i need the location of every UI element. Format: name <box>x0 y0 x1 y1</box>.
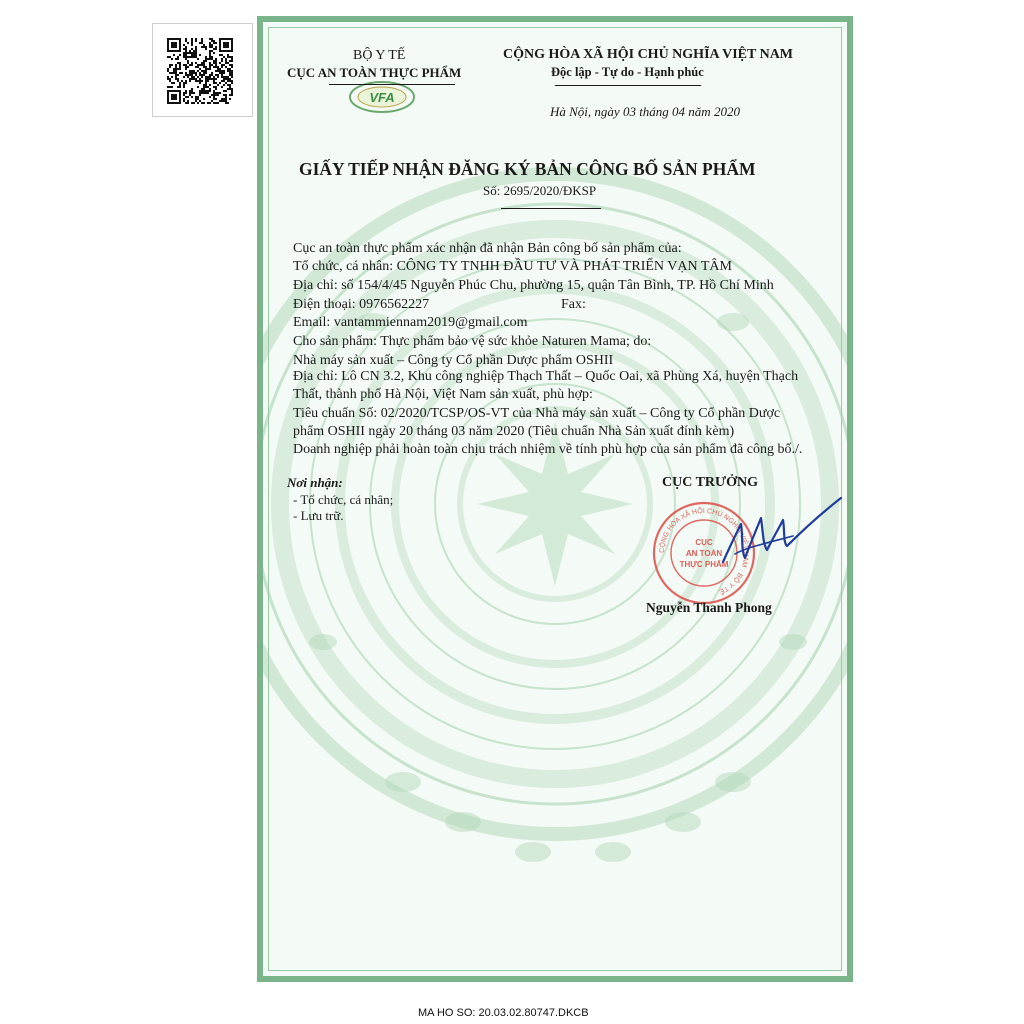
body-line: Địa chỉ: số 154/4/45 Nguyễn Phúc Chu, phường 15, quận Tân Bình, TP. Hồ Chí Minh <box>293 278 774 293</box>
body-line: Địa chỉ: Lô CN 3.2, Khu công nghiệp Thạch Thất – Quốc Oai, xã Phùng Xá, huyện Thạch <box>293 369 799 384</box>
fax-label: Fax: <box>561 297 586 312</box>
svg-text:CỘNG HÒA XÃ HỘI CHỦ NGHĨA VIỆT: CỘNG HÒA XÃ HỘI CHỦ NGHĨA VIỆT NAM · BỘ Y TẾ <box>658 507 750 595</box>
certificate-document <box>257 16 853 982</box>
title-rule <box>501 208 601 209</box>
recipient-item: - Lưu trữ. <box>293 508 344 523</box>
signer-role: CỤC TRƯỞNG <box>662 475 759 490</box>
body-line: Tiêu chuẩn Số: 02/2020/TCSP/OS-VT của Nhà máy sản xuất – Công ty Cổ phần Dược <box>293 406 781 421</box>
document-title: GIẤY TIẾP NHẬN ĐĂNG KÝ BẢN CÔNG BỐ SẢN PHẨM <box>299 159 756 179</box>
issue-date: Hà Nội, ngày 03 tháng 04 năm 2020 <box>550 104 740 119</box>
dossier-code: MA HO SO: 20.03.02.80747.DKCB <box>418 1007 589 1019</box>
body-line: phẩm OSHII ngày 20 tháng 03 năm 2020 (Tiêu chuẩn Nhà Sản xuất đính kèm) <box>293 424 735 439</box>
svg-text:AN TOÀN: AN TOÀN <box>685 549 723 558</box>
ministry-name: BỘ Y TẾ <box>353 48 406 63</box>
handwritten-signature <box>683 484 843 574</box>
body-line: Cục an toàn thực phẩm xác nhận đã nhận Bản công bố sản phẩm của: <box>293 241 682 256</box>
svg-text:CỤC: CỤC <box>695 538 713 547</box>
svg-text:THỰC PHẨM: THỰC PHẨM <box>679 560 729 569</box>
header-left-rule <box>329 84 455 85</box>
vfa-logo <box>347 80 417 114</box>
body-line: Tổ chức, cá nhân: CÔNG TY TNHH ĐẦU TƯ VÀ PHÁT TRIỂN VẠN TÂM <box>293 259 732 274</box>
signer-name: Nguyễn Thanh Phong <box>646 600 772 615</box>
document-number: Số: 2695/2020/ĐKSP <box>483 183 597 198</box>
body-line: Điện thoại: 0976562227 <box>293 297 430 312</box>
qr-code-box <box>152 23 253 117</box>
recipients-heading: Nơi nhận: <box>287 475 343 490</box>
header-right-rule <box>555 85 701 86</box>
body-line: Thất, thành phố Hà Nội, Việt Nam sản xuất, phù hợp: <box>293 387 593 402</box>
qr-code <box>167 38 237 104</box>
country-name: CỘNG HÒA XÃ HỘI CHỦ NGHĨA VIỆT NAM <box>503 47 794 62</box>
agency-name: CỤC AN TOÀN THỰC PHẨM <box>287 65 462 80</box>
body-line: Nhà máy sản xuất – Công ty Cổ phần Dược phẩm OSHII <box>293 353 614 368</box>
national-motto: Độc lập - Tự do - Hạnh phúc <box>551 65 704 79</box>
body-line: Email: vantammiennam2019@gmail.com <box>293 315 528 330</box>
svg-text:VFA: VFA <box>369 90 395 105</box>
recipient-item: - Tổ chức, cá nhân; <box>293 492 394 507</box>
body-line: Doanh nghiệp phải hoàn toàn chịu trách nhiệm về tính phù hợp của sản phẩm đã công bố./. <box>293 442 803 457</box>
body-line: Cho sản phẩm: Thực phẩm bảo vệ sức khỏe Naturen Mama; do: <box>293 334 652 349</box>
